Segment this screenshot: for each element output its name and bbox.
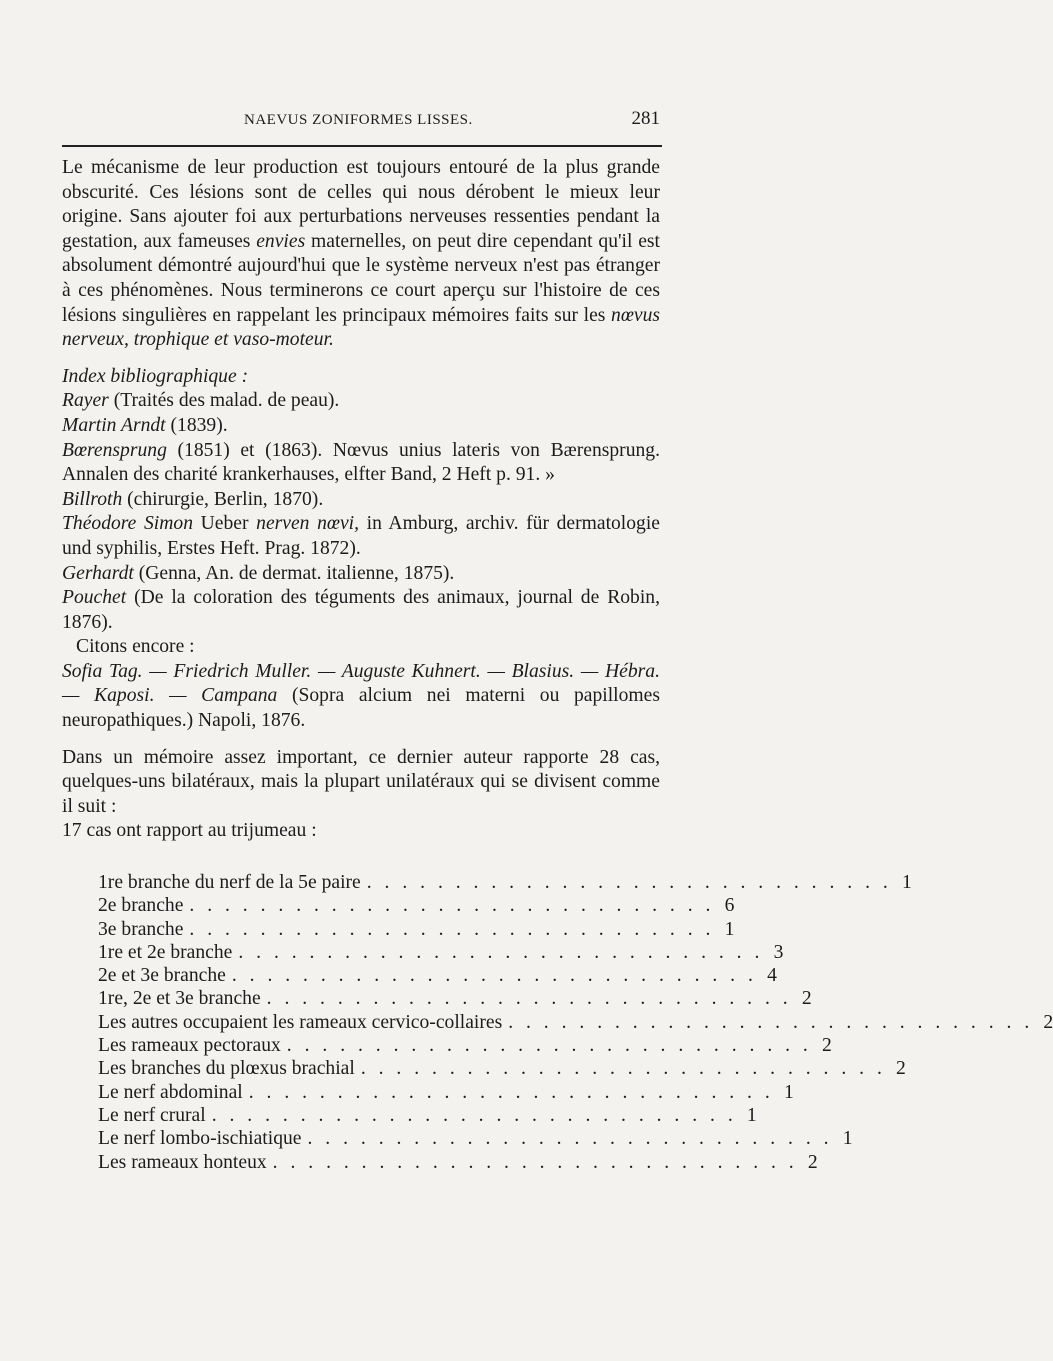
list-item-label: Les branches du plœxus brachial [98,1058,355,1080]
cases-list [98,871,1053,1174]
list-item-count: 1 [783,1081,794,1103]
list-item-count: 1 [724,918,735,940]
list-item-label: 3e branche [98,918,184,940]
para1-text-c: maternelles, on peut dire cependant qu'il est absolument démontré aujourd'hui que le système nerveux n'est pas étranger à ces phénomènes. Nous terminerons ce court aperçu sur l'histoire de ces lésions singulières en rappelant les principaux mémoires faits sur les [62,230,660,326]
list-item-count: 4 [767,965,777,987]
leader-dots: . . . . . . . . . . . . . . . . . . . . . . . . . . . . . . [508,1011,1034,1033]
bib-entry [62,389,660,414]
running-title: NAEVUS ZONIFORMES LISSES. [244,112,473,128]
leader-dots: . . . . . . . . . . . . . . . . . . . . . . . . . . . . . . [248,1081,774,1103]
bib-text: (1851) et (1863). Nœvus unius lateris von Bærensprung. Annalen des charité krankerhauses, elfter Band, 2 Heft p. 91. » [62,439,660,486]
list-item-label: 2e branche [98,895,184,917]
list-item-count: 2 [896,1058,906,1080]
leader-dots: . . . . . . . . . . . . . . . . . . . . . . . . . . . . . . [307,1128,833,1150]
list-item [98,1011,1053,1034]
bib-entry [62,488,660,513]
bib-author: Bœrensprung [62,439,167,461]
paragraph-trijumeau: 17 cas ont rapport au trijumeau : [62,820,317,842]
bib-author: Pouchet [62,587,127,609]
list-item-label: Le nerf lombo-ischiatique [98,1128,302,1150]
citons-encore: Citons encore : [76,636,195,658]
bib-entry [62,512,660,561]
page-number: 281 [631,108,660,129]
list-item [98,918,735,941]
bib-italic-title: nerven nœvi, [256,513,359,535]
bibliography-heading: Index bibliographique : [62,365,249,387]
list-item-label: Les autres occupaient les rameaux cervico-collaires [98,1011,503,1033]
leader-dots: . . . . . . . . . . . . . . . . . . . . . . . . . . . . . . [266,988,792,1010]
list-item-count: 2 [822,1035,832,1057]
list-item-count: 2 [807,1151,818,1173]
list-item-count: 1 [746,1104,757,1126]
bib-entry [62,439,660,488]
list-item [98,894,735,917]
leader-dots: . . . . . . . . . . . . . . . . . . . . . . . . . . . . . . [231,965,757,987]
paragraph-memoire: Dans un mémoire assez important, ce dernier auteur rapporte 28 cas, quelques-uns bilatéraux, mais la plupart unilatéraux qui se divisent comme il suit : [62,746,660,817]
list-item [98,1151,818,1174]
bib-names-tail: (Sopra alcium nei materni ou papillomes neuropathiques.) Napoli, 1876. [62,685,660,732]
leader-dots: . . . . . . . . . . . . . . . . . . . . . . . . . . . . . . [286,1035,812,1057]
paragraph-intro [62,156,660,353]
bib-text: (Genna, An. de dermat. italienne, 1875). [133,562,455,584]
para1-italic-naevus: nœvus nerveux, trophique et vaso-moteur. [62,304,660,351]
bib-entry [62,562,660,587]
list-item-label: Les rameaux honteux [98,1151,267,1173]
list-item-count: 2 [1043,1011,1053,1033]
list-item-label: Le nerf abdominal [98,1081,243,1103]
bib-names [62,660,660,734]
list-item-label: 1re, 2e et 3e branche [98,988,261,1010]
leader-dots: . . . . . . . . . . . . . . . . . . . . . . . . . . . . . . [211,1104,737,1126]
list-item [98,1104,757,1127]
list-item [98,1034,832,1057]
bib-entry [62,414,660,439]
leader-dots: . . . . . . . . . . . . . . . . . . . . . . . . . . . . . . [360,1058,886,1080]
list-item-label: 1re branche du nerf de la 5e paire [98,872,361,893]
bib-names-italic: Sofia Tag. — Friedrich Muller. — Auguste Kuhnert. — Blasius. — Hébra. — Kaposi. — Campana [62,660,660,707]
list-item [98,987,812,1010]
bib-author: Rayer [62,390,109,412]
bib-author: Théodore Simon [62,513,193,535]
body-text [62,156,660,844]
bib-text: (1839). [165,414,228,436]
bib-author: Martin Arndt [62,414,166,436]
list-item-count: 1 [901,872,912,893]
list-item [98,941,784,964]
para1-italic-envies: envies [256,230,306,252]
bib-text: (chirurgie, Berlin, 1870). [122,488,324,510]
para1-text-a: Le mécanisme de leur production est toujours entouré de la plus grande obscurité. Ces lésions sont de celles qui nous dérobent le mieux leur origine. Sans ajouter foi aux perturbations nerveuses ressenties pendant la gestation, aux fameuses [62,157,660,252]
list-item [98,964,777,987]
leader-dots: . . . . . . . . . . . . . . . . . . . . . . . . . . . . . . [238,941,764,963]
bib-text: (Traités des malad. de peau). [108,390,340,412]
list-item [98,1081,794,1104]
bib-text: (De la coloration des téguments des animaux, journal de Robin, 1876). [62,587,660,633]
list-item-count: 3 [773,941,784,963]
leader-dots: . . . . . . . . . . . . . . . . . . . . . . . . . . . . . . [189,918,715,940]
page-header [62,108,660,138]
list-item-count: 1 [842,1128,853,1150]
bib-text: in Amburg, archiv. für dermatologie und syphilis, Erstes Heft. Prag. 1872). [62,513,660,559]
bib-entry [62,586,660,635]
list-item [98,871,912,894]
bibliography [62,365,660,734]
leader-dots: . . . . . . . . . . . . . . . . . . . . . . . . . . . . . . [272,1151,798,1173]
leader-dots: . . . . . . . . . . . . . . . . . . . . . . . . . . . . . . [189,895,715,917]
bib-text: Ueber [193,513,257,535]
list-item [98,1057,906,1080]
bib-author: Billroth [62,488,123,510]
list-item-label: Le nerf crural [98,1104,206,1126]
list-item [98,1127,853,1150]
list-item-count: 2 [801,988,812,1010]
list-item-count: 6 [724,895,735,917]
bib-author: Gerhardt [62,562,134,584]
list-item-label: 1re et 2e branche [98,941,233,963]
header-rule [62,145,662,147]
list-item-label: Les rameaux pectoraux [98,1035,281,1057]
leader-dots: . . . . . . . . . . . . . . . . . . . . . . . . . . . . . . [366,872,892,893]
list-item-label: 2e et 3e branche [98,965,226,987]
